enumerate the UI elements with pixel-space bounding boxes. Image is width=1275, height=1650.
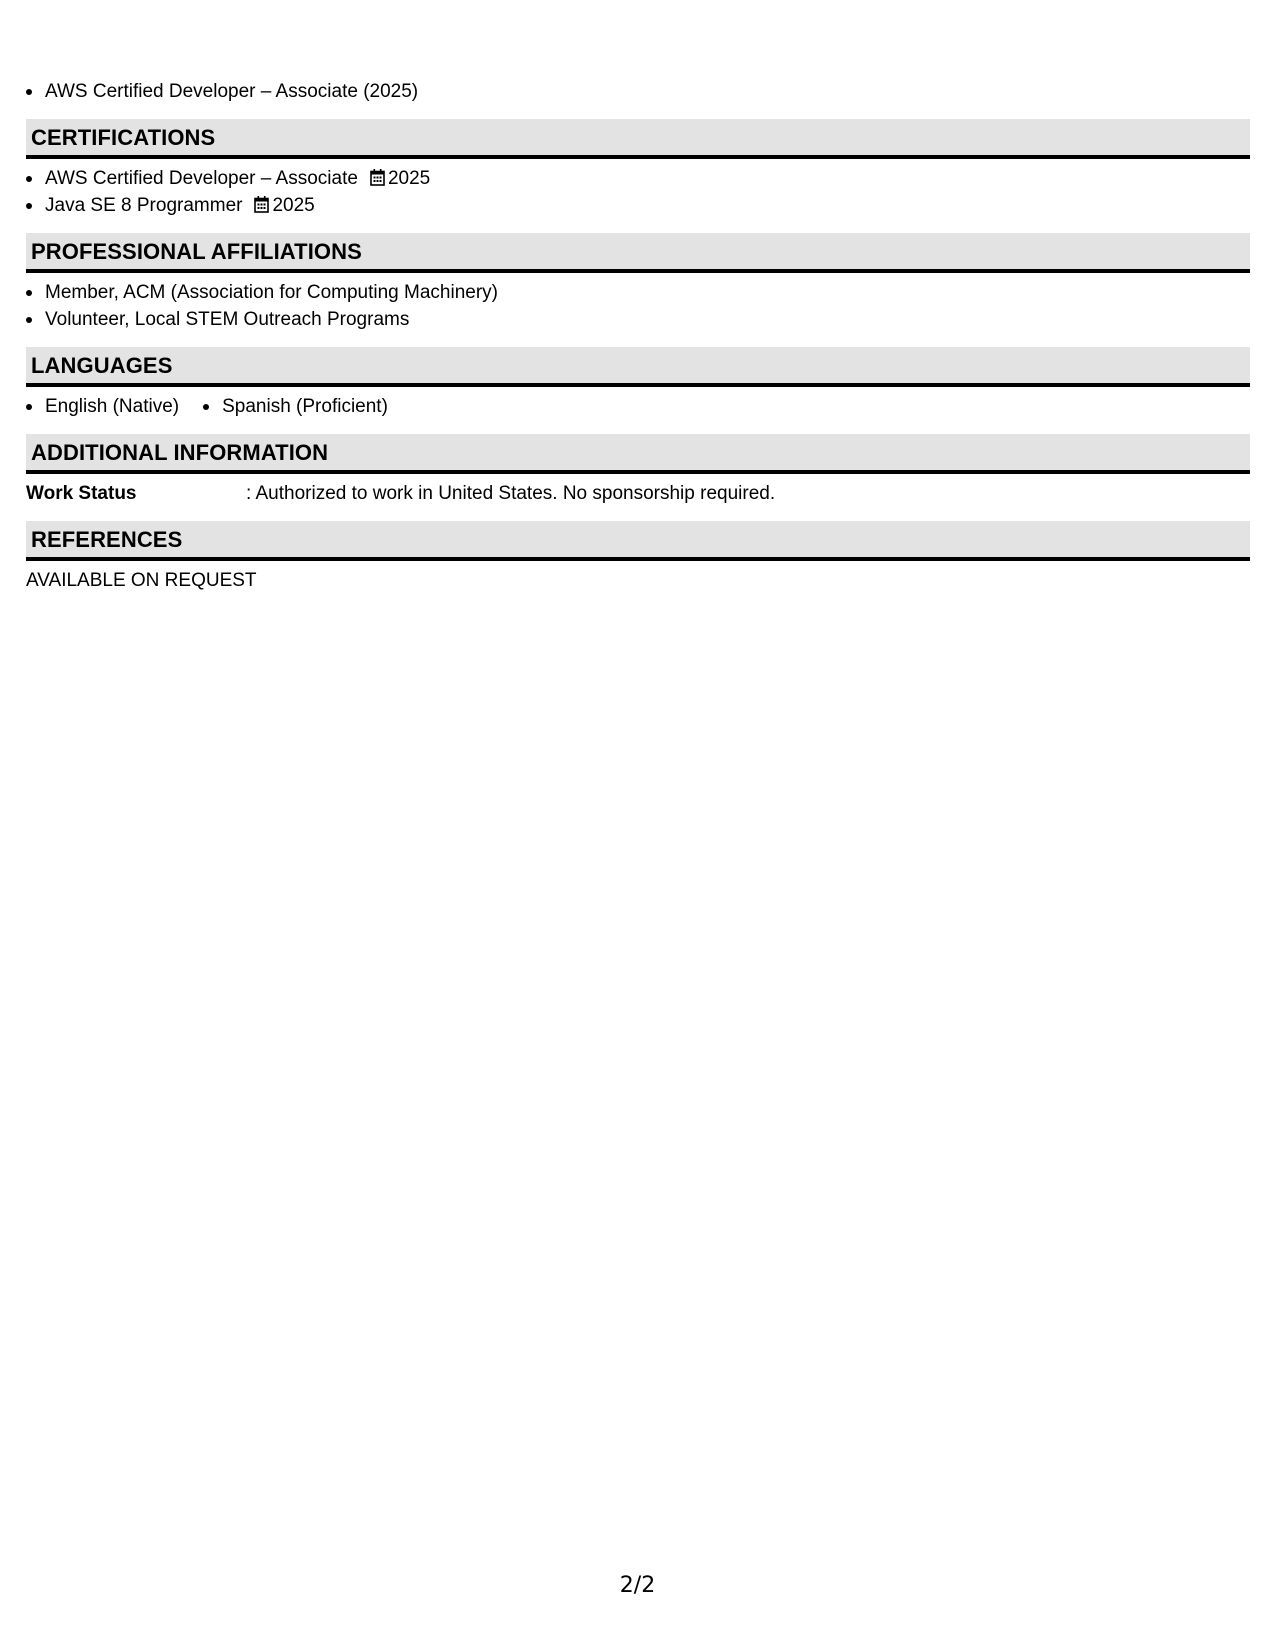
- work-status-label: Work Status: [26, 483, 137, 504]
- work-status-row: [26, 480, 1250, 507]
- resume-page: [26, 78, 1250, 594]
- certification-year: 2025: [272, 195, 315, 216]
- language-item: English (Native): [26, 393, 179, 420]
- affiliation-item: Volunteer, Local STEM Outreach Programs: [26, 306, 1250, 333]
- affiliations-list: [26, 279, 1250, 333]
- page-number: 2/2: [619, 1573, 656, 1598]
- list-item: AWS Certified Developer – Associate (2025): [26, 78, 1250, 105]
- references-heading: REFERENCES: [26, 521, 1250, 561]
- certification-item: [26, 192, 1250, 219]
- languages-heading: LANGUAGES: [26, 347, 1250, 387]
- additional-info-heading: ADDITIONAL INFORMATION: [26, 434, 1250, 474]
- language-item: Spanish (Proficient): [203, 393, 388, 420]
- work-status-value: : Authorized to work in United States. No sponsorship required.: [246, 483, 776, 504]
- certification-year: 2025: [387, 168, 431, 189]
- calendar-icon: [254, 196, 269, 213]
- certification-item: [26, 165, 1250, 192]
- affiliation-item: Member, ACM (Association for Computing Machinery): [26, 279, 1250, 306]
- certification-name: Java SE 8 Programmer: [45, 195, 243, 216]
- certifications-list: [26, 165, 1250, 219]
- references-text: AVAILABLE ON REQUEST: [26, 570, 257, 591]
- certifications-heading: CERTIFICATIONS: [26, 119, 1250, 159]
- languages-list: [26, 393, 1250, 420]
- calendar-icon: [370, 169, 385, 186]
- top-list: [26, 78, 1250, 105]
- affiliations-heading: PROFESSIONAL AFFILIATIONS: [26, 233, 1250, 273]
- certification-name: AWS Certified Developer – Associate: [45, 168, 358, 189]
